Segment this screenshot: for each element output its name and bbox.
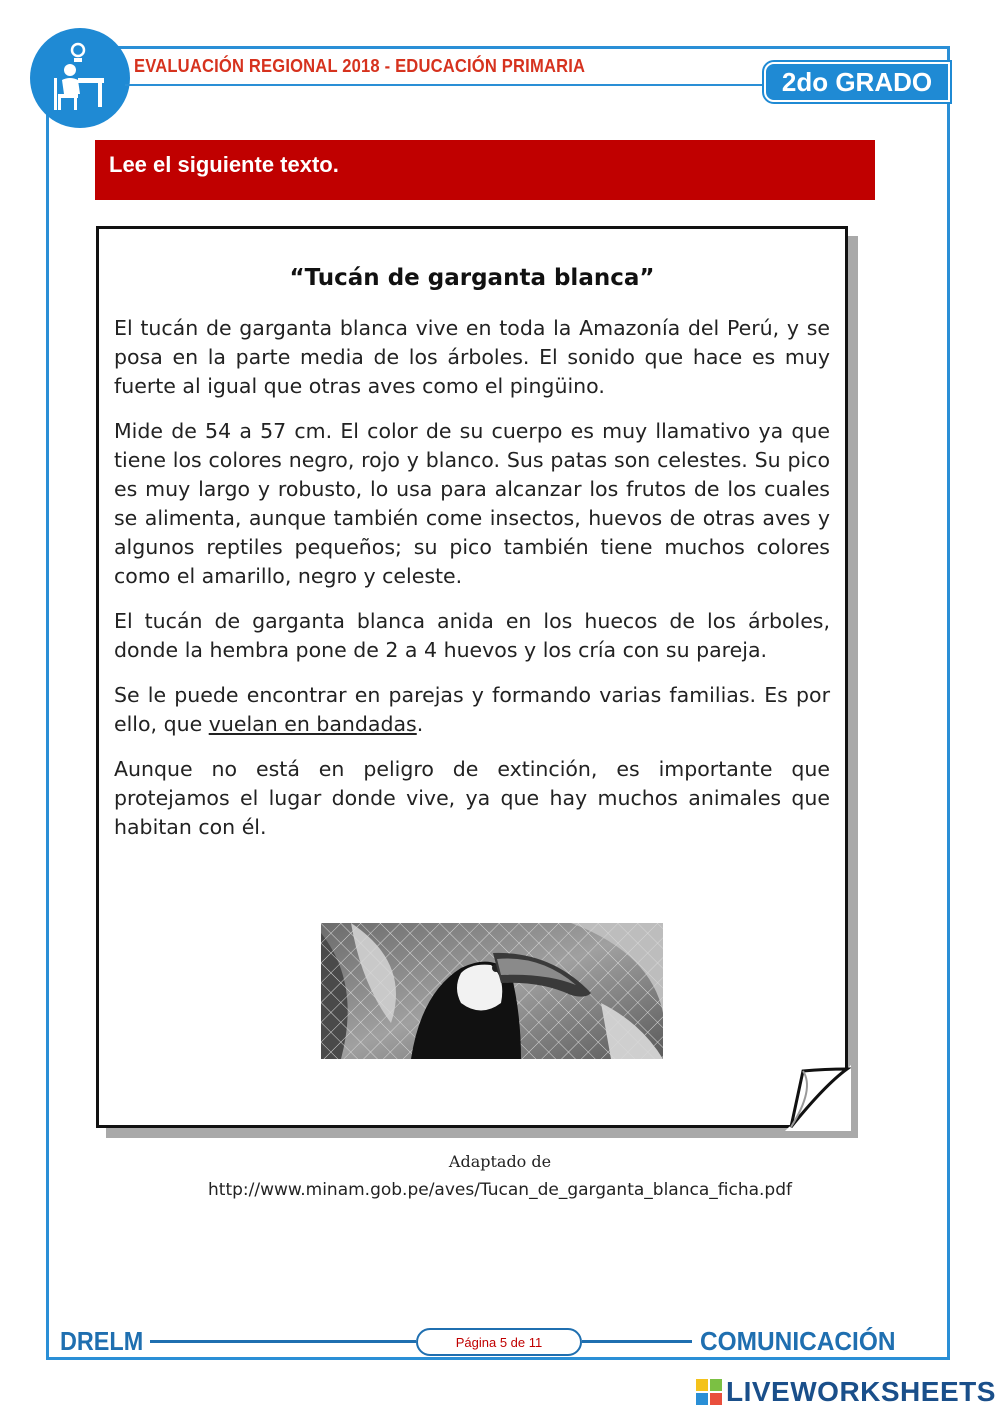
footer-line-left [150,1340,416,1343]
student-at-desk-icon [30,28,130,128]
reading-title: “Tucán de garganta blanca” [289,265,655,291]
source-label: Adaptado de [448,1152,552,1171]
liveworksheets-text: LIVEWORKSHEETS [726,1376,996,1407]
paragraph-5: Aunque no está en peligro de extinción, es importante que protejamos el lugar donde vive, ya que hay muchos animales que habitan con él. [114,757,830,839]
liveworksheets-watermark [696,1376,996,1408]
page-number: Página 5 de 11 [416,1328,582,1356]
footer-line-right [582,1340,692,1343]
grade-badge: 2do GRADO [764,62,950,102]
paragraph-3: El tucán de garganta blanca anida en los huecos de los árboles, donde la hembra pone de 2 a 4 huevos y los cría con su pareja. [114,609,830,662]
paragraph-2: Mide de 54 a 57 cm. El color de su cuerpo es muy llamativo ya que tiene los colores negro, rojo y blanco. Sus patas son celestes. Su pico es muy largo y robusto, lo usa para alcanzar los frutos de los cuales se alimenta, aunque también come insectos, huevos de otras aves y algunos reptiles pequeños; su pico también tiene muchos colores como el amarillo, negro y celeste. [114,419,830,588]
underlined-phrase: vuelan en bandadas [208,712,417,736]
liveworksheets-logo-icon [696,1379,722,1405]
footer-subject: COMUNICACIÓN [700,1326,896,1356]
paragraph-4-start: Se le puede encontrar en parejas y formando varias familias. Es por ello, que [114,683,830,736]
instruction-text: Lee el siguiente texto. [109,152,339,177]
paragraph-1: El tucán de garganta blanca vive en toda la Amazonía del Perú, y se posa en la parte media de los árboles. El sonido que hace es muy fuerte al igual que otras aves como el pingüino. [114,316,830,398]
reading-body [114,314,830,858]
footer-drelm: DRELM [60,1326,144,1356]
page-curl [785,1065,851,1131]
source-url: http://www.minam.gob.pe/aves/Tucan_de_garganta_blanca_ficha.pdf [208,1180,792,1200]
paragraph-4 [114,681,830,739]
header-title: EVALUACIÓN REGIONAL 2018 - EDUCACIÓN PRIMARIA [134,56,586,76]
reading-box [96,226,848,1128]
instruction-bar [95,140,875,200]
paragraph-4-end: . [416,712,424,736]
header-divider [125,84,770,86]
toucan-photo [321,923,663,1059]
